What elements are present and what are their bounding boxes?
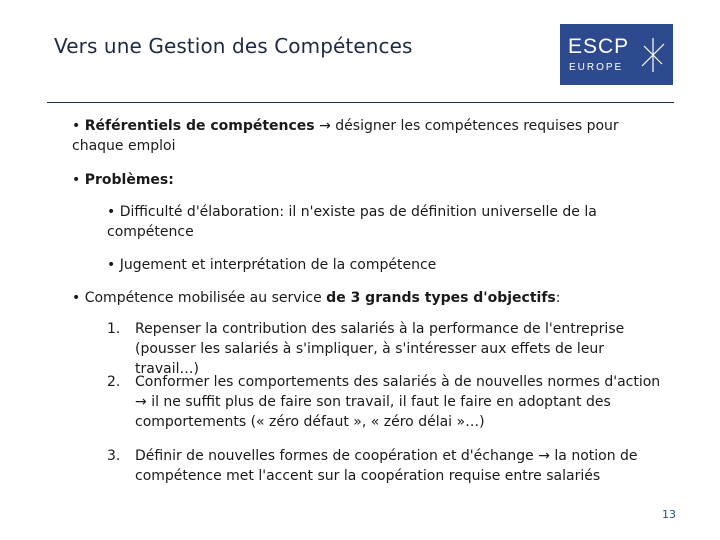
logo-main-text: ESCP: [568, 35, 630, 58]
arrow-icon: →: [135, 394, 147, 410]
numbered-item-2: [107, 372, 667, 432]
bullet-bold: Problèmes:: [84, 172, 174, 188]
page-number: 13: [662, 508, 676, 521]
bullet-referentiels: [72, 116, 662, 156]
bullet-text: Jugement et interprétation de la compétence: [119, 257, 437, 273]
numbered-item-3: [107, 446, 667, 486]
bullet-problemes: [72, 170, 662, 190]
item-number: 2.: [107, 374, 121, 390]
bullet-text: Difficulté d'élaboration: il n'existe pas de définition universelle de la compétence: [107, 204, 597, 240]
slide-title: Vers une Gestion des Compétences: [54, 34, 413, 58]
bullet-marker: •: [107, 204, 120, 220]
item-text: Repenser la contribution des salariés à la performance de l'entreprise (pousser les salariés à s'impliquer, à s'intéresser aux effets de leur travail…): [135, 321, 625, 377]
sub-bullet-jugement: [107, 255, 627, 275]
bullet-marker: •: [72, 290, 85, 306]
arrow-icon: →: [538, 448, 550, 464]
item-text-line1: Conformer les comportements des salariés à de nouvelles normes d'action: [135, 374, 661, 390]
item-number: 3.: [107, 448, 121, 464]
item-text-pre: Définir de nouvelles formes de coopération et d'échange: [135, 448, 534, 464]
bullet-marker: •: [107, 257, 120, 273]
bullet-text: Compétence mobilisée au service: [84, 290, 327, 306]
bullet-bold: de 3 grands types d'objectifs: [326, 290, 556, 306]
bullet-competence: [72, 288, 672, 308]
item-text-post: la notion de compétence met l'accent sur la coopération requise entre salariés: [135, 448, 638, 484]
item-number: 1.: [107, 321, 121, 337]
item-text: [135, 372, 667, 432]
bullet-text: désigner les compétences requises pour chaque emploi: [72, 118, 619, 154]
bullet-bold: Référentiels de compétences: [84, 118, 315, 134]
bullet-marker: •: [72, 118, 85, 134]
numbered-item-1: [107, 319, 667, 379]
bullet-text: :: [555, 290, 561, 306]
item-text: [135, 446, 667, 486]
sub-bullet-difficulte: [107, 202, 627, 242]
arrow-icon: →: [319, 118, 331, 134]
logo-sub-text: EUROPE: [569, 62, 624, 73]
star-icon: [640, 37, 666, 73]
item-text-line2: il ne suffit plus de faire son travail, il faut le faire en adoptant des comportements (« zéro défaut », « zéro délai »…): [135, 394, 611, 430]
bullet-marker: •: [72, 172, 85, 188]
escp-logo: [560, 24, 673, 85]
title-rule: [47, 102, 674, 103]
